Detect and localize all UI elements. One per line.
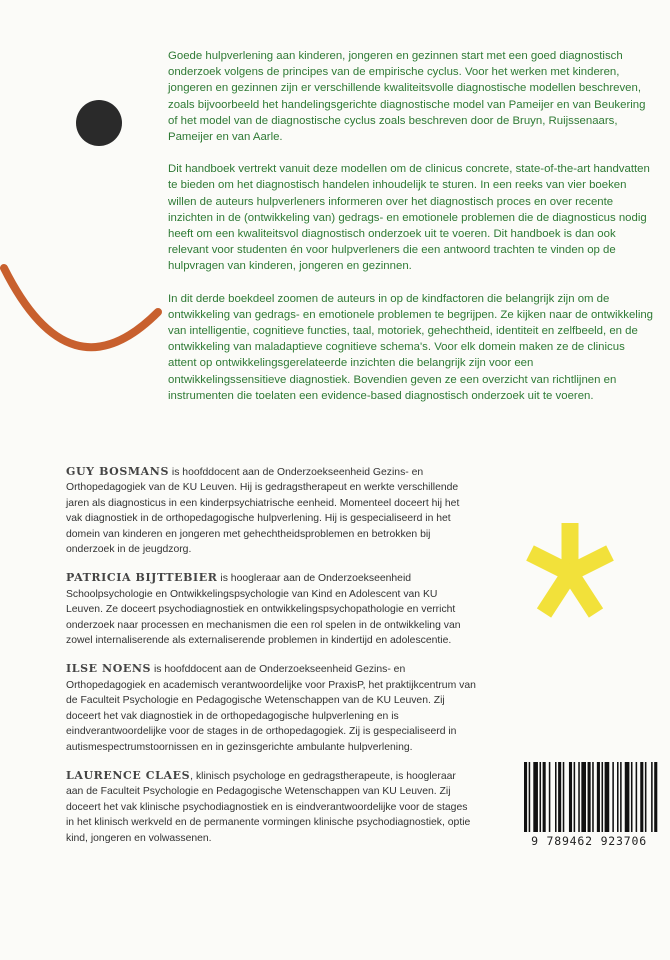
author-description: is hoogleraar aan de Onderzoekseenheid Schoolpsychologie en Ontwikkelingspsychologie van Kind en Adolescent van KU Leuven. Ze doceert psychodiagnostiek en ontwikkelingspsychopathologie en verricht onderzoek naar processen en mechanismen die een rol spelen in de ontwikkeling van zowel internaliserende als externaliserende problemen in kindertijd en adolescentie. bbox=[66, 573, 461, 647]
barcode-bar bbox=[636, 762, 638, 832]
barcode-bar bbox=[597, 762, 600, 832]
author-description: is hoofddocent aan de Onderzoekseenheid Gezins- en Orthopedagogiek van de KU Leuven. Hij is gedragstherapeut en werkte verschillende jaren als diagnosticus in een kinderpsychiatrische eenheid. Momenteel doceert hij het vak diagnostiek in de orthopedagogische hulpverlening. Hij is gespecialiseerd in het domein van kinderen en jongeren met gehechtheidsproblemen en betrokken bij onderzoek in de jeugdzorg. bbox=[66, 467, 460, 556]
intro-text bbox=[168, 48, 654, 420]
barcode-bar bbox=[569, 762, 572, 832]
author-bio bbox=[66, 768, 476, 846]
barcode-bar bbox=[529, 762, 531, 832]
author-description: , klinisch psychologe en gedragstherapeute, is hoogleraar aan de Faculteit Psychologie en Pedagogische Wetenschappen van KU Leuven. Zij doceert het vak klinische psychodiagnostiek en is eindverantwoordelijke voor de stages in het klinisch werkveld en de permanente vormingen klinische psychodiagnostiek, optie kind, jongeren en volwassenen. bbox=[66, 770, 471, 844]
barcode-bar bbox=[654, 762, 657, 832]
barcode-bar bbox=[617, 762, 619, 832]
author-name: PATRICIA BIJTTEBIER bbox=[66, 571, 218, 585]
barcode-bar bbox=[578, 762, 580, 832]
author-description: is hoofddocent aan de Onderzoekseenheid Gezins- en Orthopedagogiek en academisch verantwoordelijke voor PraxisP, het praktijkcentrum van de Faculteit Psychologie en Pedagogische Wetenschappen van de KU Leuven. Zij doceert het vak diagnostiek in de orthopedagogische hulpverlening en is eindverantwoordelijke voor de stages in de orthopedagogiek. Zij is gespecialiseerd in autismespectrumstoornissen en in gezinsgerichte ambulante hulpverlening. bbox=[66, 664, 476, 753]
intro-paragraph: In dit derde boekdeel zoomen de auteurs in op de kindfactoren die belangrijk zijn om de ontwikkeling van gedrags- en emotionele problemen te begrijpen. Ze kijken naar de ontwikkeling van intelligentie, cognitieve functies, taal, motoriek, gehechtheid, identiteit en zelfbeeld, en de ontwikkeling van maladaptieve cognitieve schema's. Voor elk domein maken ze de clinicus attent op ontwikkelingsgerelateerde inzichten die belangrijk zijn voor een ontwikkelingssensitieve diagnostiek. Bovendien geven ze een overzicht van richtlijnen en instrumenten die toelaten een evidence-based diagnostisch onderzoek uit te voeren. bbox=[168, 292, 654, 402]
barcode-bars bbox=[514, 760, 664, 834]
barcode-bar bbox=[605, 762, 610, 832]
barcode-bar bbox=[612, 762, 614, 832]
barcode-bar bbox=[645, 762, 647, 832]
author-name: ILSE NOENS bbox=[66, 662, 152, 676]
barcode-bar bbox=[524, 762, 527, 832]
barcode-bar bbox=[602, 762, 604, 832]
barcode-bar bbox=[540, 762, 542, 832]
barcode-bar bbox=[631, 762, 633, 832]
barcode-bar bbox=[625, 762, 630, 832]
barcode-bar bbox=[651, 762, 653, 832]
intro-paragraph: Dit handboek vertrekt vanuit deze modellen om de clinicus concrete, state-of-the-art handvatten te bieden om het diagnostisch handelen inhoudelijk te sturen. In een reeks van vier boeken willen de auteurs hulpverleners informeren over het diagnostisch proces en over recente inzichten in de (ontwikkeling van) gedrags- en emotionele problemen die de diagnosticus nodig heeft om een kwaliteitsvol diagnostisch onderzoek uit te voeren. Dit handboek is dan ook relevant voor studenten én voor hulpverleners die een antwoord trachten te vinden op de hulpvragen van kinderen, jongeren en gezinnen. bbox=[168, 163, 650, 273]
author-bio bbox=[66, 661, 476, 754]
barcode-bar bbox=[558, 762, 561, 832]
barcode-bar bbox=[533, 762, 538, 832]
barcode-bar bbox=[620, 762, 622, 832]
barcode-bar bbox=[581, 762, 586, 832]
barcode-bar bbox=[543, 762, 546, 832]
isbn-number: 9 789462 923706 bbox=[531, 834, 647, 848]
author-name: GUY BOSMANS bbox=[66, 465, 170, 478]
barcode-bar bbox=[588, 762, 591, 832]
barcode-bar bbox=[640, 762, 643, 832]
barcode-bar bbox=[563, 762, 565, 832]
author-name: LAURENCE CLAES bbox=[66, 768, 191, 782]
isbn-barcode bbox=[514, 760, 664, 852]
intro-paragraph: Goede hulpverlening aan kinderen, jongeren en gezinnen start met een goed diagnostisch onderzoek volgens de principes van de empirische cyclus. Voor het werken met kinderen, jongeren en gezinnen zijn er verschillende kwaliteitsvolle diagnostische modellen beschreven, zoals bijvoorbeeld het handelingsgerichte diagnostische model van Pameijer en van Beukering of het model van de diagnostische cyclus zoals beschreven door de Bruyn, Ruijssenaars, Pameijer en van Aarle. bbox=[168, 50, 646, 144]
barcode-bar bbox=[549, 762, 551, 832]
author-bio bbox=[66, 570, 476, 648]
dark-dot-decoration bbox=[76, 100, 122, 146]
smile-arc-decoration bbox=[0, 250, 170, 420]
yellow-asterisk-decoration bbox=[520, 515, 620, 625]
barcode-bar bbox=[592, 762, 594, 832]
barcode-bar bbox=[555, 762, 557, 832]
author-bio bbox=[66, 464, 476, 557]
barcode-bar bbox=[574, 762, 576, 832]
author-bios bbox=[66, 464, 476, 859]
